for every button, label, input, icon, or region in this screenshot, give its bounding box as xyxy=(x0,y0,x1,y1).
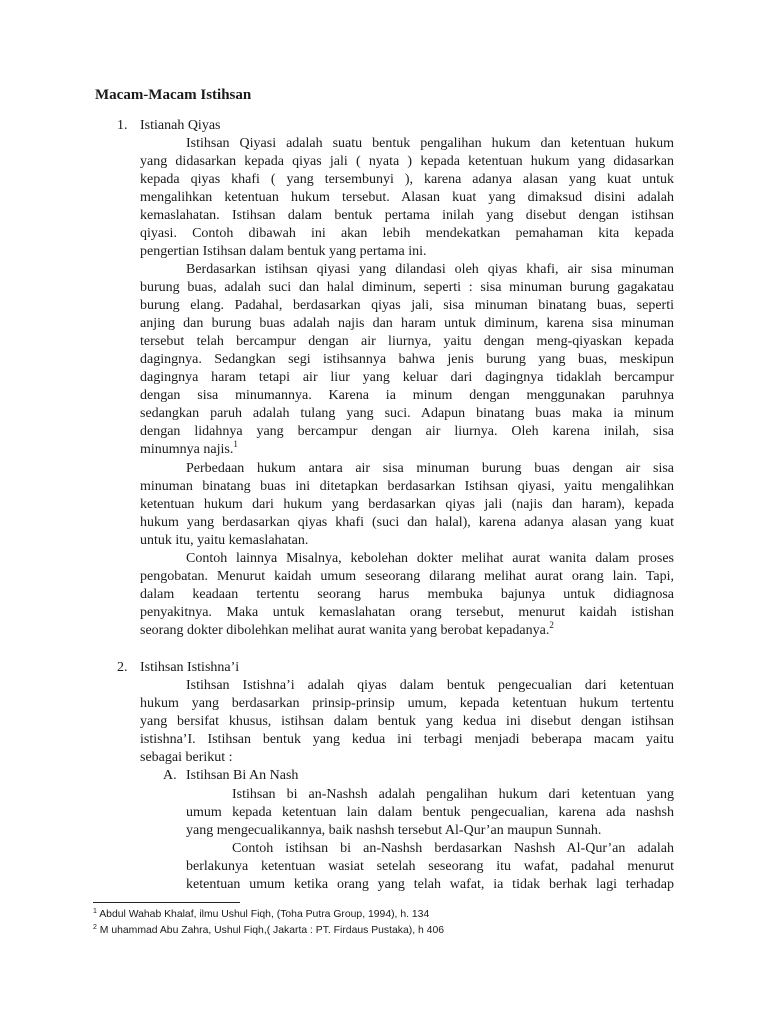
footnote-separator xyxy=(93,902,240,903)
paragraph-line: seorang dokter dibolehkan melihat aurat wanita yang berobat kepadanya. xyxy=(140,623,550,638)
paragraph-line: minuman binatang buas ini ditetapkan berdasarkan Istihsan qiyasi, yaitu mengalihkan xyxy=(140,479,674,494)
section-2-number: 2. xyxy=(117,660,128,675)
paragraph-line-with-footnote xyxy=(140,622,554,639)
section-1-heading: Istianah Qiyas xyxy=(140,118,221,133)
paragraph-line: Istihsan Istishna’i adalah qiyas dalam bentuk pengecualian dari ketentuan xyxy=(186,678,674,693)
paragraph-line: qiyasi. Contoh dibawah ini akan lebih mendekatkan pemahaman kita kepada xyxy=(140,226,674,241)
paragraph-line: ketentuan umum ketika orang yang telah wafat, ia tidak berhak lagi terhadap xyxy=(186,877,674,892)
paragraph-line: Contoh istihsan bi an-Nashsh berdasarkan Nashsh Al-Qur’an adalah xyxy=(232,841,674,856)
paragraph-line: kepada qiyas khafi ( yang tersembunyi ), karena adanya alasan yang kuat untuk xyxy=(140,172,674,187)
paragraph-line: sebagai berikut : xyxy=(140,750,233,765)
paragraph-line: ketentuan hukum dari hukum yang berdasarkan qiyas jali (najis dan haram), kepada xyxy=(140,497,674,512)
footnote-2 xyxy=(93,924,444,937)
paragraph-line: sedangkan paruh adalah tulang yang suci. Adapun binatang buas maka ia minum xyxy=(140,406,674,421)
footnote-mark: 1 xyxy=(93,908,97,915)
paragraph-line: burung buas, adalah suci dan halal diminum, seperti : sisa minuman burung gagakatau xyxy=(140,280,674,295)
paragraph-line-with-footnote xyxy=(140,441,238,458)
paragraph-line: pengobatan. Menurut kaidah umum seseorang dilarang melihat aurat orang lain. Tapi, xyxy=(140,569,674,584)
paragraph-line: dengan lidahnya yang bercampur dengan air liurnya. Oleh karena inilah, sisa xyxy=(140,424,674,439)
paragraph-line: dengan sisa minumannya. Karena ia minum dengan menggunakan paruhnya xyxy=(140,388,674,403)
paragraph-line: Perbedaan hukum antara air sisa minuman burung buas dengan air sisa xyxy=(186,461,674,476)
paragraph-line: yang didasarkan kepada qiyas jali ( nyata ) kepada ketentuan hukum yang didasarkan xyxy=(140,154,674,169)
paragraph-line: penyakitnya. Maka untuk kemaslahatan orang tersebut, menurut kaidah istishan xyxy=(140,605,674,620)
document-title: Macam-Macam Istihsan xyxy=(95,87,252,103)
footnote-ref-1[interactable]: 1 xyxy=(233,439,238,449)
footnote-text: M uhammad Abu Zahra, Ushul Fiqh,( Jakarta : PT. Firdaus Pustaka), h 406 xyxy=(99,925,444,936)
paragraph-line: dagingnya. Sedangkan segi istihsannya bahwa jenis burung yang buas, meskipun xyxy=(140,352,674,367)
paragraph-line: berlakunya ketentuan wasiat setelah seseorang itu wafat, padahal menurut xyxy=(186,859,674,874)
paragraph-line: Istihsan Qiyasi adalah suatu bentuk pengalihan hukum dan ketentuan hukum xyxy=(186,136,674,151)
paragraph-line: hukum yang berdasarkan prinsip-prinsip umum, kepada ketentuan hukum tertentu xyxy=(140,696,674,711)
section-2-heading: Istihsan Istishna’i xyxy=(140,660,240,675)
subsection-a-letter: A. xyxy=(163,768,177,783)
paragraph-line: kemaslahatan. Istihsan dalam bentuk pertama inilah yang disebut dengan istihsan xyxy=(140,208,674,223)
paragraph-line: untuk itu, yaitu kemaslahatan. xyxy=(140,533,309,548)
footnote-1 xyxy=(93,908,429,921)
paragraph-line: yang mengecualikannya, baik nashsh tersebut Al-Qur’an maupun Sunnah. xyxy=(186,823,602,838)
footnote-text: Abdul Wahab Khalaf, ilmu Ushul Fiqh, (Toha Putra Group, 1994), h. 134 xyxy=(99,909,430,920)
paragraph-line: istishna’I. Istihsan bentuk yang kedua ini terbagi menjadi beberapa macam yaitu xyxy=(140,732,674,747)
paragraph-line: dagingnya haram tetapi air liur yang keluar dari dagingnya tidaklah bercampur xyxy=(140,370,674,385)
paragraph-line: hukum yang berdasarkan qiyas khafi (suci dan halal), karena adanya alasan yang kuat xyxy=(140,515,674,530)
footnote-ref-2[interactable]: 2 xyxy=(549,620,554,630)
paragraph-line: mengalihkan ketentuan hukum tersebut. Alasan kuat yang dimaksud disini adalah xyxy=(140,190,674,205)
paragraph-line: minumnya najis. xyxy=(140,442,234,457)
paragraph-line: tersebut telah bercampur dengan air liurnya, yaitu dengan meng-qiyaskan kepada xyxy=(140,334,674,349)
footnote-mark: 2 xyxy=(93,924,97,931)
paragraph-line: burung elang. Padahal, berdasarkan qiyas jali, sisa minuman binatang buas, seperti xyxy=(140,298,674,313)
paragraph-line: pengertian Istihsan dalam bentuk yang pertama ini. xyxy=(140,244,427,259)
paragraph-line: anjing dan burung buas adalah najis dan haram untuk diminum, karena sisa minuman xyxy=(140,316,674,331)
paragraph-line: Istihsan bi an-Nashsh adalah pengalihan hukum dari ketentuan yang xyxy=(232,787,674,802)
paragraph-line: umum kepada ketentuan lain dalam bentuk pengecualian, karena ada nashsh xyxy=(186,805,674,820)
paragraph-line: yang bersifat khusus, istihsan dalam bentuk yang kedua ini disebut dengan istihsan xyxy=(140,714,674,729)
section-1-number: 1. xyxy=(117,118,128,133)
subsection-a-heading: Istihsan Bi An Nash xyxy=(186,768,299,783)
paragraph-line: dalam keadaan tertentu seorang harus membuka bajunya untuk didiagnosa xyxy=(140,587,674,602)
paragraph-line: Berdasarkan istihsan qiyasi yang dilandasi oleh qiyas khafi, air sisa minuman xyxy=(186,262,674,277)
paragraph-line: Contoh lainnya Misalnya, kebolehan dokter melihat aurat wanita dalam proses xyxy=(186,551,674,566)
